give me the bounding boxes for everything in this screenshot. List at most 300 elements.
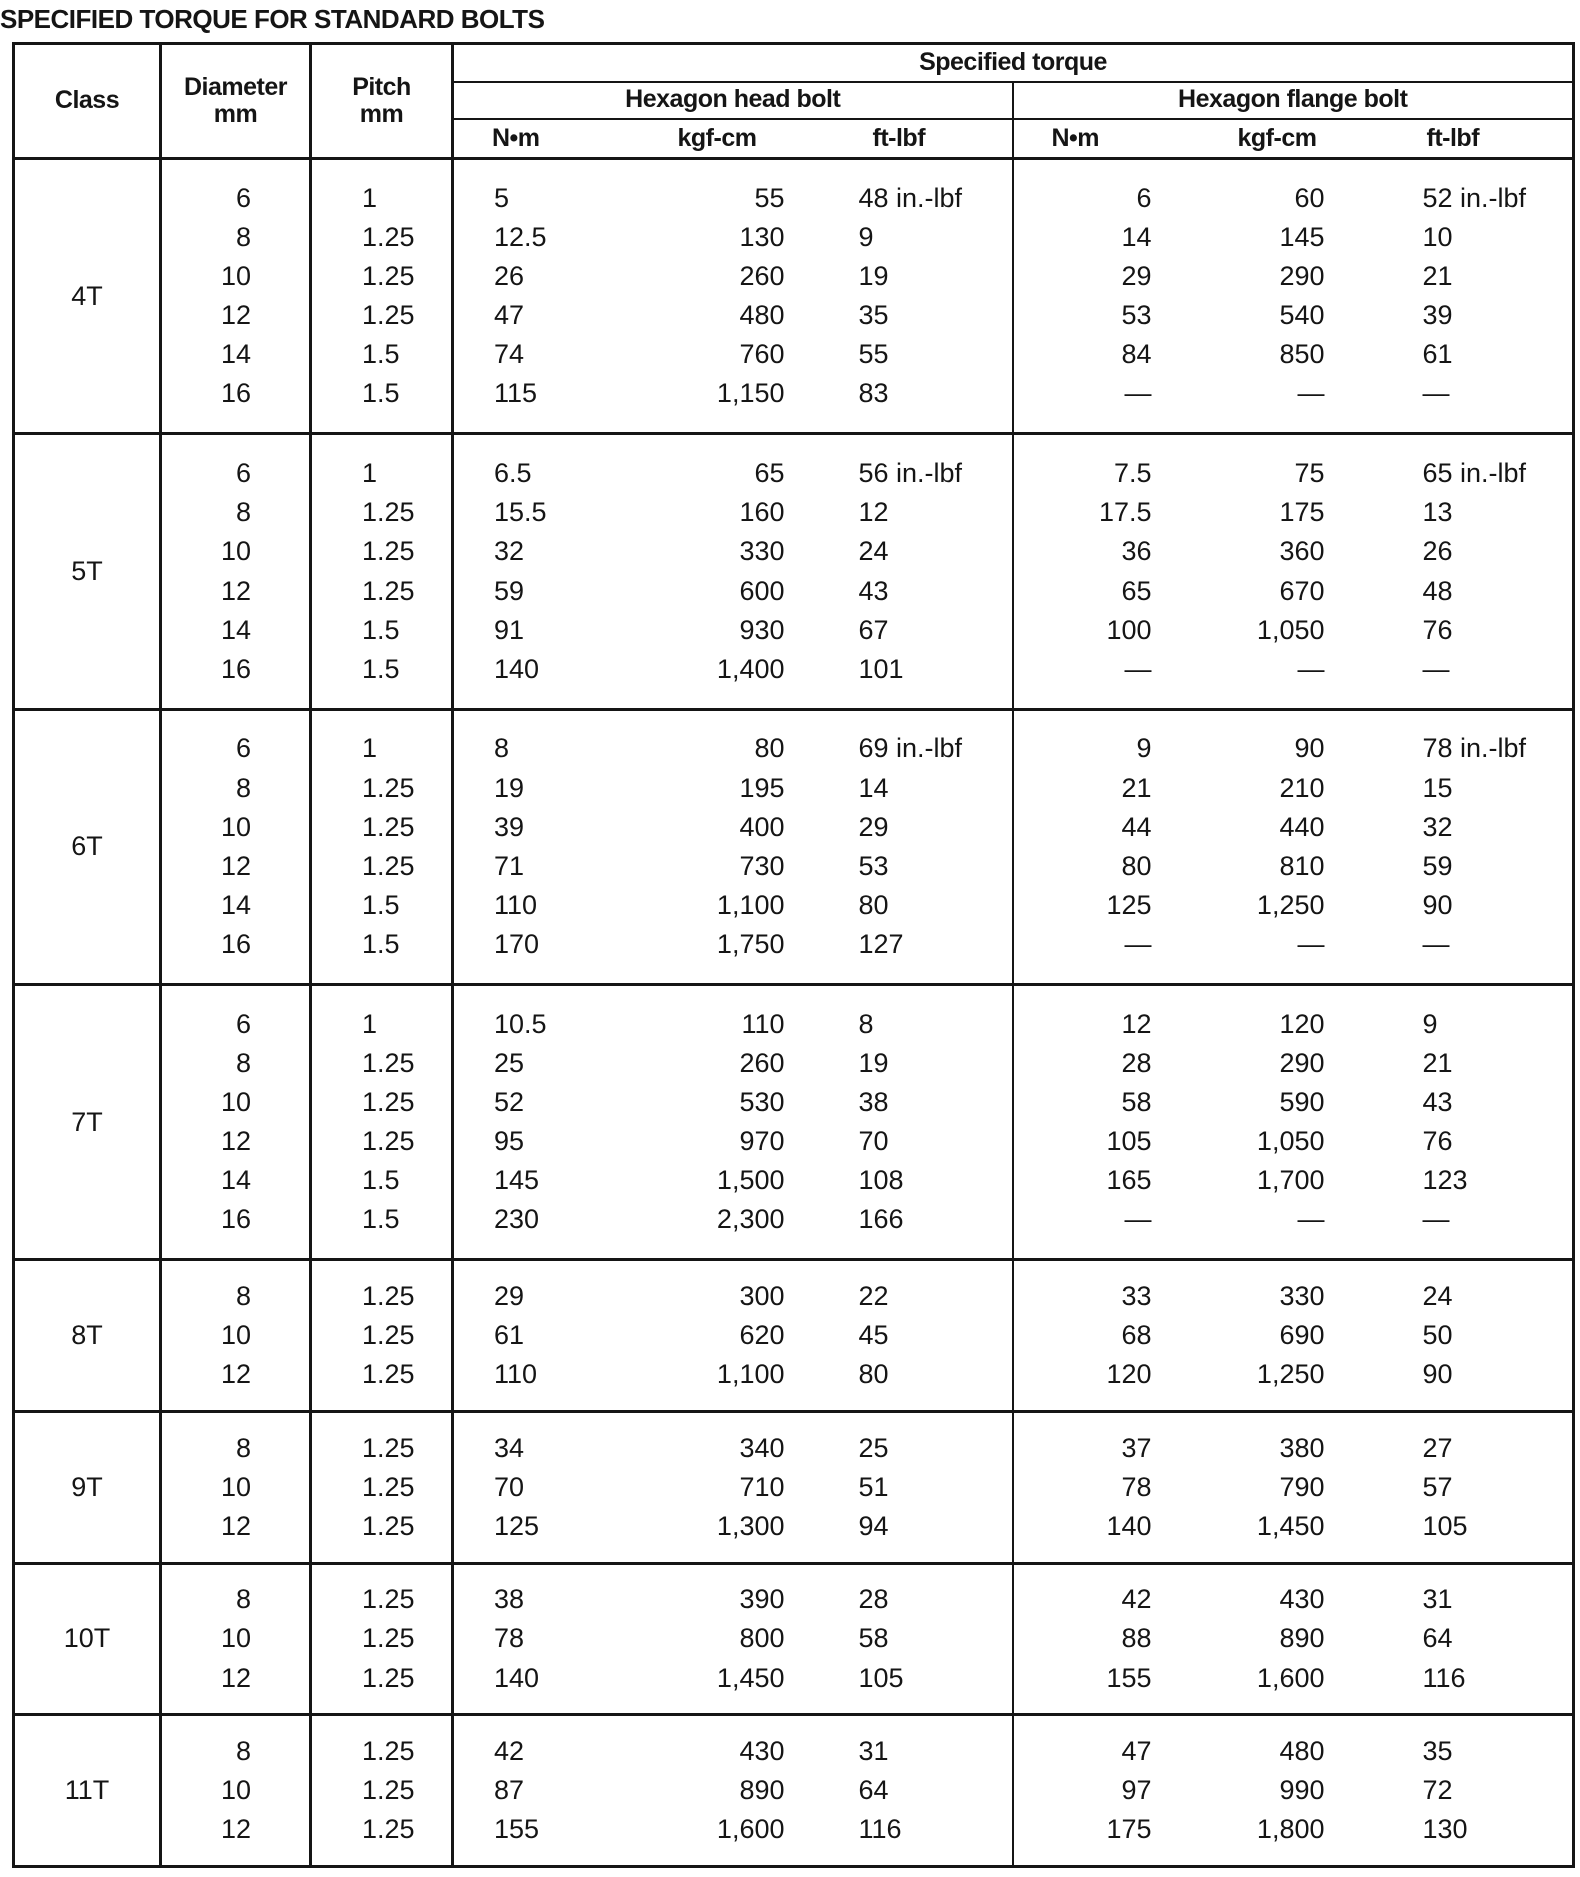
pitch-cell (311, 159, 453, 434)
head-nm-values (454, 1277, 618, 1394)
flange-nm-value: 28 (1121, 1047, 1152, 1078)
flange-kgf-cm-value: 120 (1279, 1008, 1325, 1039)
head-nm-value: 25 (494, 1047, 525, 1078)
flange-kgf-cm-value: 380 (1279, 1432, 1325, 1463)
flange-ft-lbf-value: 9 (1422, 1008, 1438, 1039)
flange-kgf-cm-value: 440 (1279, 811, 1325, 842)
flange-nm-values (1014, 729, 1178, 964)
head-kgf-cm-value: 160 (739, 497, 785, 528)
head-kgf-cm-value: 1,400 (716, 653, 785, 684)
head-ft-lbf-value: 43 (858, 575, 889, 606)
head-nm-value: 170 (494, 929, 540, 960)
head-kgf-cm-cell (618, 434, 803, 709)
head-kgf-cm-values (618, 1732, 803, 1849)
flange-nm-value: 125 (1106, 890, 1152, 920)
flange-nm-values (1014, 1005, 1178, 1240)
flange-kgf-cm-values (1178, 179, 1363, 414)
head-kgf-cm-value: 1,300 (716, 1510, 785, 1541)
flange-nm-value: 12 (1121, 1008, 1152, 1039)
diameter-value: 8 (235, 1280, 251, 1311)
pitch-value: 1.25 (362, 1510, 415, 1541)
flange-nm-value: 17.5 (1098, 497, 1152, 528)
flange-ft-lbf-value: 21 (1422, 1047, 1453, 1078)
diameter-value: 12 (220, 575, 251, 606)
diameter-value: 16 (220, 378, 251, 409)
head-nm-value: 5 (494, 182, 510, 213)
flange-kgf-cm-value: 590 (1279, 1087, 1325, 1118)
table-row (14, 1715, 1574, 1867)
pitch-value: 1.25 (362, 1623, 415, 1654)
header-class: Class (14, 44, 161, 159)
table-row (14, 1260, 1574, 1412)
diameter-values (162, 1005, 309, 1240)
head-kgf-cm-value: 620 (739, 1320, 785, 1351)
diameter-cell (161, 1412, 311, 1564)
diameter-value: 10 (220, 1471, 251, 1502)
flange-ft-lbf-value: 26 (1422, 536, 1453, 567)
flange-ft-lbf-cell (1363, 1715, 1574, 1867)
table-header (14, 44, 1574, 159)
head-nm-values (454, 1580, 618, 1697)
flange-nm-cell (1013, 709, 1178, 984)
head-ft-lbf-values (803, 1005, 1012, 1240)
head-kgf-cm-value: 970 (739, 1126, 785, 1157)
diameter-value: 12 (220, 1359, 251, 1390)
flange-ft-lbf-cell (1363, 434, 1574, 709)
flange-nm-value: 155 (1106, 1662, 1152, 1693)
head-kgf-cm-value: 1,500 (716, 1165, 785, 1196)
head-kgf-cm-values (618, 179, 803, 414)
flange-kgf-cm-value: 990 (1279, 1775, 1325, 1806)
pitch-value: 1.25 (362, 1775, 415, 1806)
head-nm-value: 110 (494, 890, 538, 920)
pitch-value: 1 (362, 182, 378, 213)
head-kgf-cm-cell (618, 709, 803, 984)
flange-kgf-cm-value: 1,250 (1256, 1359, 1325, 1390)
flange-nm-values (1014, 454, 1178, 689)
head-ft-lbf-value: 58 (858, 1623, 889, 1654)
pitch-values (312, 454, 451, 689)
head-ft-lbf-value: 22 (858, 1280, 889, 1311)
head-kgf-cm-values (618, 1429, 803, 1546)
flange-kgf-cm-cell (1178, 1412, 1363, 1564)
head-ft-lbf-value: 25 (858, 1432, 889, 1463)
diameter-value: 14 (220, 339, 251, 370)
unit-flange-ft-lbf: ft-lbf (1363, 119, 1574, 159)
flange-ft-lbf-value: 13 (1422, 497, 1453, 528)
flange-kgf-cm-value: 1,050 (1256, 614, 1325, 645)
head-ft-lbf-value: 69 in.-lbf (858, 733, 963, 764)
diameter-value: 16 (220, 929, 251, 960)
flange-ft-lbf-value: 35 (1422, 1735, 1453, 1766)
flange-ft-lbf-cell (1363, 985, 1574, 1260)
flange-kgf-cm-values (1178, 1429, 1363, 1546)
pitch-value: 1.5 (362, 890, 400, 920)
flange-kgf-cm-value: 290 (1279, 261, 1325, 292)
head-nm-value: 32 (494, 536, 525, 567)
diameter-values (162, 1277, 309, 1394)
pitch-values (312, 179, 451, 414)
diameter-value: 12 (220, 1662, 251, 1693)
flange-nm-cell (1013, 159, 1178, 434)
flange-nm-value: — (1124, 929, 1152, 960)
flange-ft-lbf-value: 65 in.-lbf (1422, 458, 1527, 489)
flange-ft-lbf-value: 64 (1422, 1623, 1453, 1654)
pitch-value: 1.5 (362, 653, 400, 684)
head-kgf-cm-value: 55 (754, 182, 785, 213)
head-nm-value: 8 (494, 733, 510, 764)
diameter-values (162, 454, 309, 689)
head-nm-value: 26 (494, 261, 525, 292)
pitch-cell (311, 1715, 453, 1867)
diameter-value: 14 (220, 614, 251, 645)
pitch-value: 1.5 (362, 1165, 400, 1196)
head-kgf-cm-value: 110 (741, 1008, 785, 1039)
head-nm-value: 78 (494, 1623, 525, 1654)
diameter-value: 10 (220, 536, 251, 567)
head-ft-lbf-value: 101 (858, 653, 904, 684)
diameter-cell (161, 159, 311, 434)
flange-nm-value: 165 (1106, 1165, 1152, 1196)
flange-nm-cell (1013, 1412, 1178, 1564)
head-ft-lbf-values (803, 729, 1012, 964)
flange-ft-lbf-value: 32 (1422, 811, 1453, 842)
diameter-values (162, 1429, 309, 1546)
head-ft-lbf-cell (803, 1260, 1013, 1412)
flange-ft-lbf-value: 57 (1422, 1471, 1453, 1502)
head-nm-value: 59 (494, 575, 525, 606)
flange-nm-value: 78 (1121, 1471, 1152, 1502)
head-nm-cell (453, 434, 618, 709)
head-ft-lbf-value: 116 (858, 1814, 902, 1845)
head-kgf-cm-cell (618, 1563, 803, 1715)
head-kgf-cm-value: 65 (754, 458, 785, 489)
diameter-value: 10 (220, 1087, 251, 1118)
head-kgf-cm-value: 730 (739, 850, 785, 881)
pitch-value: 1.25 (362, 772, 415, 803)
head-nm-value: 230 (494, 1204, 540, 1235)
header-pitch-label: Pitch (352, 72, 411, 101)
head-nm-value: 95 (494, 1126, 525, 1157)
head-ft-lbf-value: 70 (858, 1126, 889, 1157)
flange-nm-cell (1013, 1563, 1178, 1715)
table-row (14, 709, 1574, 984)
flange-nm-value: 84 (1121, 339, 1152, 370)
head-nm-cell (453, 159, 618, 434)
diameter-value: 16 (220, 653, 251, 684)
pitch-value: 1.25 (362, 575, 415, 606)
flange-nm-value: 29 (1121, 261, 1152, 292)
unit-head-ft-lbf: ft-lbf (803, 119, 1013, 159)
flange-nm-value: 58 (1121, 1087, 1152, 1118)
diameter-value: 14 (220, 1165, 251, 1196)
head-kgf-cm-value: 1,100 (716, 890, 785, 920)
head-ft-lbf-cell (803, 1563, 1013, 1715)
header-pitch-unit: mm (359, 100, 404, 128)
flange-kgf-cm-values (1178, 729, 1363, 964)
head-nm-value: 15.5 (494, 497, 547, 528)
flange-nm-value: 6 (1136, 182, 1152, 213)
flange-kgf-cm-value: 670 (1279, 575, 1325, 606)
flange-nm-value: 14 (1121, 221, 1152, 252)
head-nm-value: 34 (494, 1432, 525, 1463)
head-ft-lbf-cell (803, 1715, 1013, 1867)
diameter-value: 12 (220, 1126, 251, 1157)
flange-ft-lbf-value: 72 (1422, 1775, 1453, 1806)
head-ft-lbf-values (803, 1580, 1012, 1697)
flange-nm-value: 37 (1121, 1432, 1152, 1463)
head-kgf-cm-value: 710 (739, 1471, 785, 1502)
diameter-values (162, 1580, 309, 1697)
table-row (14, 434, 1574, 709)
flange-nm-cell (1013, 985, 1178, 1260)
table-row (14, 1563, 1574, 1715)
flange-ft-lbf-cell (1363, 1563, 1574, 1715)
flange-kgf-cm-values (1178, 1732, 1363, 1849)
flange-ft-lbf-value: 27 (1422, 1432, 1453, 1463)
head-nm-value: 87 (494, 1775, 525, 1806)
head-nm-value: 6.5 (494, 458, 532, 489)
flange-ft-lbf-value: 90 (1422, 1359, 1453, 1390)
head-ft-lbf-values (803, 1732, 1012, 1849)
diameter-value: 12 (220, 300, 251, 331)
head-ft-lbf-value: 105 (858, 1662, 904, 1693)
flange-ft-lbf-values (1363, 729, 1573, 964)
diameter-value: 10 (220, 1775, 251, 1806)
flange-nm-value: 120 (1106, 1359, 1152, 1390)
pitch-value: 1.25 (362, 536, 415, 567)
pitch-value: 1.25 (362, 1584, 415, 1615)
pitch-value: 1 (362, 458, 378, 489)
flange-nm-values (1014, 1277, 1178, 1394)
head-kgf-cm-value: 1,150 (716, 378, 785, 409)
head-nm-value: 47 (494, 300, 525, 331)
head-ft-lbf-value: 108 (858, 1165, 904, 1196)
flange-nm-cell (1013, 434, 1178, 709)
diameter-value: 8 (235, 497, 251, 528)
head-ft-lbf-values (803, 1277, 1012, 1394)
pitch-value: 1.25 (362, 1320, 415, 1351)
head-nm-value: 115 (494, 378, 538, 409)
flange-ft-lbf-value: 48 (1422, 575, 1453, 606)
flange-nm-values (1014, 179, 1178, 414)
head-kgf-cm-cell (618, 1715, 803, 1867)
flange-ft-lbf-value: 105 (1422, 1510, 1468, 1541)
flange-ft-lbf-value: 21 (1422, 261, 1453, 292)
unit-flange-kgf-cm: kgf-cm (1178, 119, 1363, 159)
head-ft-lbf-cell (803, 434, 1013, 709)
flange-ft-lbf-values (1363, 1732, 1573, 1849)
head-kgf-cm-values (618, 1277, 803, 1394)
diameter-value: 8 (235, 1432, 251, 1463)
flange-kgf-cm-value: 145 (1279, 221, 1325, 252)
flange-nm-value: 42 (1121, 1584, 1152, 1615)
table-row (14, 159, 1574, 434)
flange-ft-lbf-value: 10 (1422, 221, 1453, 252)
diameter-value: 10 (220, 1623, 251, 1654)
head-kgf-cm-value: 1,750 (716, 929, 785, 960)
flange-nm-value: 175 (1106, 1814, 1152, 1845)
head-kgf-cm-value: 1,450 (716, 1662, 785, 1693)
head-kgf-cm-value: 800 (739, 1623, 785, 1654)
head-nm-value: 42 (494, 1735, 525, 1766)
head-nm-values (454, 1005, 618, 1240)
flange-nm-value: 80 (1121, 850, 1152, 881)
head-ft-lbf-value: 83 (858, 378, 889, 409)
pitch-values (312, 1005, 451, 1240)
diameter-value: 12 (220, 1814, 251, 1845)
pitch-value: 1.5 (362, 378, 400, 409)
flange-nm-value: — (1124, 378, 1152, 409)
head-kgf-cm-value: 600 (739, 575, 785, 606)
torque-table (12, 42, 1575, 1868)
head-kgf-cm-value: 1,600 (716, 1814, 785, 1845)
diameter-value: 8 (235, 221, 251, 252)
table-body (14, 159, 1574, 1867)
diameter-values (162, 1732, 309, 1849)
flange-ft-lbf-value: 59 (1422, 850, 1453, 881)
head-ft-lbf-value: 51 (858, 1471, 889, 1502)
pitch-value: 1.5 (362, 339, 400, 370)
head-kgf-cm-value: 130 (739, 221, 785, 252)
flange-kgf-cm-value: 210 (1279, 772, 1325, 803)
head-kgf-cm-values (618, 1005, 803, 1240)
head-nm-values (454, 729, 618, 964)
class-cell: 4T (14, 159, 161, 434)
flange-kgf-cm-value: — (1297, 378, 1325, 409)
flange-kgf-cm-cell (1178, 709, 1363, 984)
flange-kgf-cm-cell (1178, 159, 1363, 434)
head-nm-value: 10.5 (494, 1008, 547, 1039)
head-ft-lbf-cell (803, 159, 1013, 434)
head-nm-value: 61 (494, 1320, 525, 1351)
head-nm-value: 70 (494, 1471, 525, 1502)
head-nm-value: 140 (494, 653, 540, 684)
head-ft-lbf-value: 31 (858, 1735, 889, 1766)
flange-nm-value: 100 (1106, 614, 1152, 645)
diameter-value: 6 (235, 1008, 251, 1039)
diameter-value: 10 (220, 261, 251, 292)
pitch-cell (311, 434, 453, 709)
table-row (14, 985, 1574, 1260)
head-ft-lbf-values (803, 454, 1012, 689)
flange-ft-lbf-value: 61 (1422, 339, 1453, 370)
pitch-value: 1.25 (362, 1471, 415, 1502)
flange-nm-value: 47 (1121, 1735, 1152, 1766)
flange-kgf-cm-value: 360 (1279, 536, 1325, 567)
class-cell: 9T (14, 1412, 161, 1564)
flange-nm-value: 33 (1121, 1280, 1152, 1311)
pitch-value: 1 (362, 733, 378, 764)
header-pitch (311, 44, 453, 159)
head-nm-value: 38 (494, 1584, 525, 1615)
header-hexagon-head-bolt: Hexagon head bolt (453, 82, 1013, 119)
header-diameter (161, 44, 311, 159)
flange-kgf-cm-value: 430 (1279, 1584, 1325, 1615)
head-nm-value: 125 (494, 1510, 540, 1541)
flange-kgf-cm-values (1178, 1277, 1363, 1394)
head-kgf-cm-value: 760 (739, 339, 785, 370)
document-title: SPECIFIED TORQUE FOR STANDARD BOLTS (0, 4, 545, 34)
head-kgf-cm-value: 930 (739, 614, 785, 645)
diameter-value: 12 (220, 1510, 251, 1541)
flange-ft-lbf-value: 123 (1422, 1165, 1468, 1196)
head-nm-values (454, 454, 618, 689)
head-ft-lbf-value: 80 (858, 890, 889, 920)
pitch-cell (311, 1563, 453, 1715)
diameter-value: 10 (220, 1320, 251, 1351)
diameter-value: 8 (235, 1584, 251, 1615)
head-kgf-cm-value: 260 (739, 1047, 785, 1078)
diameter-value: 8 (235, 1047, 251, 1078)
pitch-cell (311, 1260, 453, 1412)
flange-nm-value: 7.5 (1113, 458, 1152, 489)
head-kgf-cm-values (618, 729, 803, 964)
pitch-value: 1.25 (362, 261, 415, 292)
pitch-value: 1.25 (362, 1126, 415, 1157)
head-kgf-cm-values (618, 1580, 803, 1697)
head-ft-lbf-values (803, 179, 1012, 414)
pitch-values (312, 1732, 451, 1849)
head-nm-value: 39 (494, 811, 525, 842)
pitch-value: 1 (362, 1008, 378, 1039)
flange-kgf-cm-values (1178, 1580, 1363, 1697)
head-ft-lbf-value: 28 (858, 1584, 889, 1615)
head-ft-lbf-value: 19 (858, 1047, 889, 1078)
header-specified-torque: Specified torque (453, 44, 1574, 82)
flange-nm-value: 97 (1121, 1775, 1152, 1806)
head-kgf-cm-value: 330 (739, 536, 785, 567)
head-kgf-cm-value: 2,300 (716, 1204, 785, 1235)
pitch-cell (311, 985, 453, 1260)
head-ft-lbf-value: 38 (858, 1087, 889, 1118)
flange-ft-lbf-value: — (1422, 929, 1450, 960)
flange-kgf-cm-value: — (1297, 929, 1325, 960)
flange-kgf-cm-values (1178, 1005, 1363, 1240)
head-kgf-cm-values (618, 454, 803, 689)
diameter-value: 6 (235, 458, 251, 489)
flange-ft-lbf-cell (1363, 1260, 1574, 1412)
pitch-cell (311, 709, 453, 984)
flange-ft-lbf-value: 78 in.-lbf (1422, 733, 1527, 764)
diameter-cell (161, 1715, 311, 1867)
pitch-values (312, 1429, 451, 1546)
head-kgf-cm-value: 890 (739, 1775, 785, 1806)
flange-nm-value: — (1124, 1204, 1152, 1235)
header-diameter-unit: mm (213, 100, 258, 128)
pitch-value: 1.25 (362, 1735, 415, 1766)
pitch-value: 1.25 (362, 811, 415, 842)
head-ft-lbf-value: 9 (858, 221, 874, 252)
diameter-value: 12 (220, 850, 251, 881)
flange-kgf-cm-value: — (1297, 653, 1325, 684)
head-ft-lbf-value: 166 (858, 1204, 904, 1235)
diameter-cell (161, 709, 311, 984)
flange-ft-lbf-value: 24 (1422, 1280, 1453, 1311)
head-kgf-cm-value: 400 (739, 811, 785, 842)
head-ft-lbf-value: 67 (858, 614, 889, 645)
class-cell: 8T (14, 1260, 161, 1412)
diameter-cell (161, 1260, 311, 1412)
flange-nm-cell (1013, 1260, 1178, 1412)
head-nm-cell (453, 1563, 618, 1715)
head-nm-value: 155 (494, 1814, 540, 1845)
head-nm-value: 140 (494, 1662, 540, 1693)
flange-nm-value: 65 (1121, 575, 1152, 606)
head-nm-value: 110 (494, 1359, 538, 1390)
head-kgf-cm-value: 530 (739, 1087, 785, 1118)
head-kgf-cm-cell (618, 985, 803, 1260)
